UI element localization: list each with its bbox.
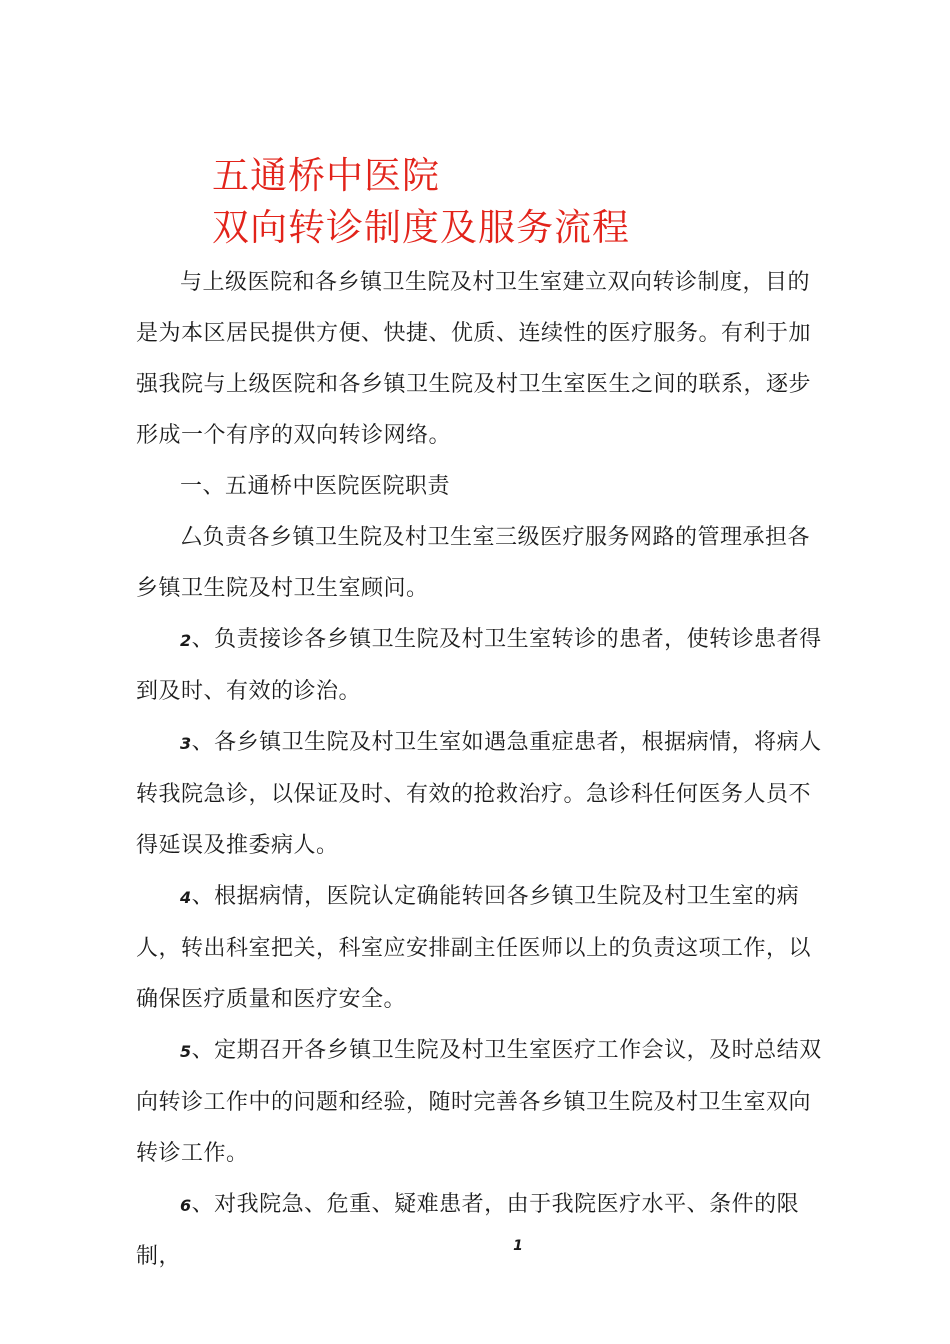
list-item [136,512,826,614]
item-text: 、对我院急、危重、疑难患者，由于我院医疗水平、条件的限制， [136,1192,800,1269]
item-text: 、根据病情，医院认定确能转回各乡镇卫生院及村卫生室的病人，转出科室把关，科室应安排副主任医师以上的负责这项工作，以确保医疗质量和医疗安全。 [136,884,812,1012]
intro-paragraph: 与上级医院和各乡镇卫生院及村卫生室建立双向转诊制度，目的是为本区居民提供方便、快捷、优质、连续性的医疗服务。有利于加强我院与上级医院和各乡镇卫生院及村卫生室医生之间的联系，逐步形成一个有序的双向转诊网络。 [136,270,812,448]
title-subject: 双向转诊制度及服务流程 [212,206,630,249]
item-number: 4 [180,888,192,907]
item-number: 5 [180,1042,192,1061]
document-title [212,150,630,254]
list-item [136,1179,826,1282]
item-number: 3 [180,734,192,753]
list-item [136,871,826,1025]
item-text: 负责各乡镇卫生院及村卫生室三级医疗服务网路的管理承担各乡镇卫生院及村卫生室顾问。 [136,525,811,601]
item-text: 、各乡镇卫生院及村卫生室如遇急重症患者，根据病情，将病人转我院急诊，以保证及时、有效的抢救治疗。急诊科任何医务人员不得延误及推委病人。 [136,730,822,858]
list-item [136,717,826,871]
item-number: 厶 [180,525,203,550]
list-item [136,614,826,717]
item-number: 6 [180,1196,192,1215]
section-heading: 一、五通桥中医院医院职责 [180,474,451,499]
item-number: 2 [180,631,192,650]
document-body [136,257,826,1282]
item-text: 、负责接诊各乡镇卫生院及村卫生室转诊的患者，使转诊患者得到及时、有效的诊治。 [136,627,822,704]
page-number: 1 [513,1238,523,1254]
list-item [136,1025,826,1179]
item-text: 、定期召开各乡镇卫生院及村卫生室医疗工作会议，及时总结双向转诊工作中的问题和经验，随时完善各乡镇卫生院及村卫生室双向转诊工作。 [136,1038,822,1166]
title-hospital-name: 五通桥中医院 [212,154,440,197]
